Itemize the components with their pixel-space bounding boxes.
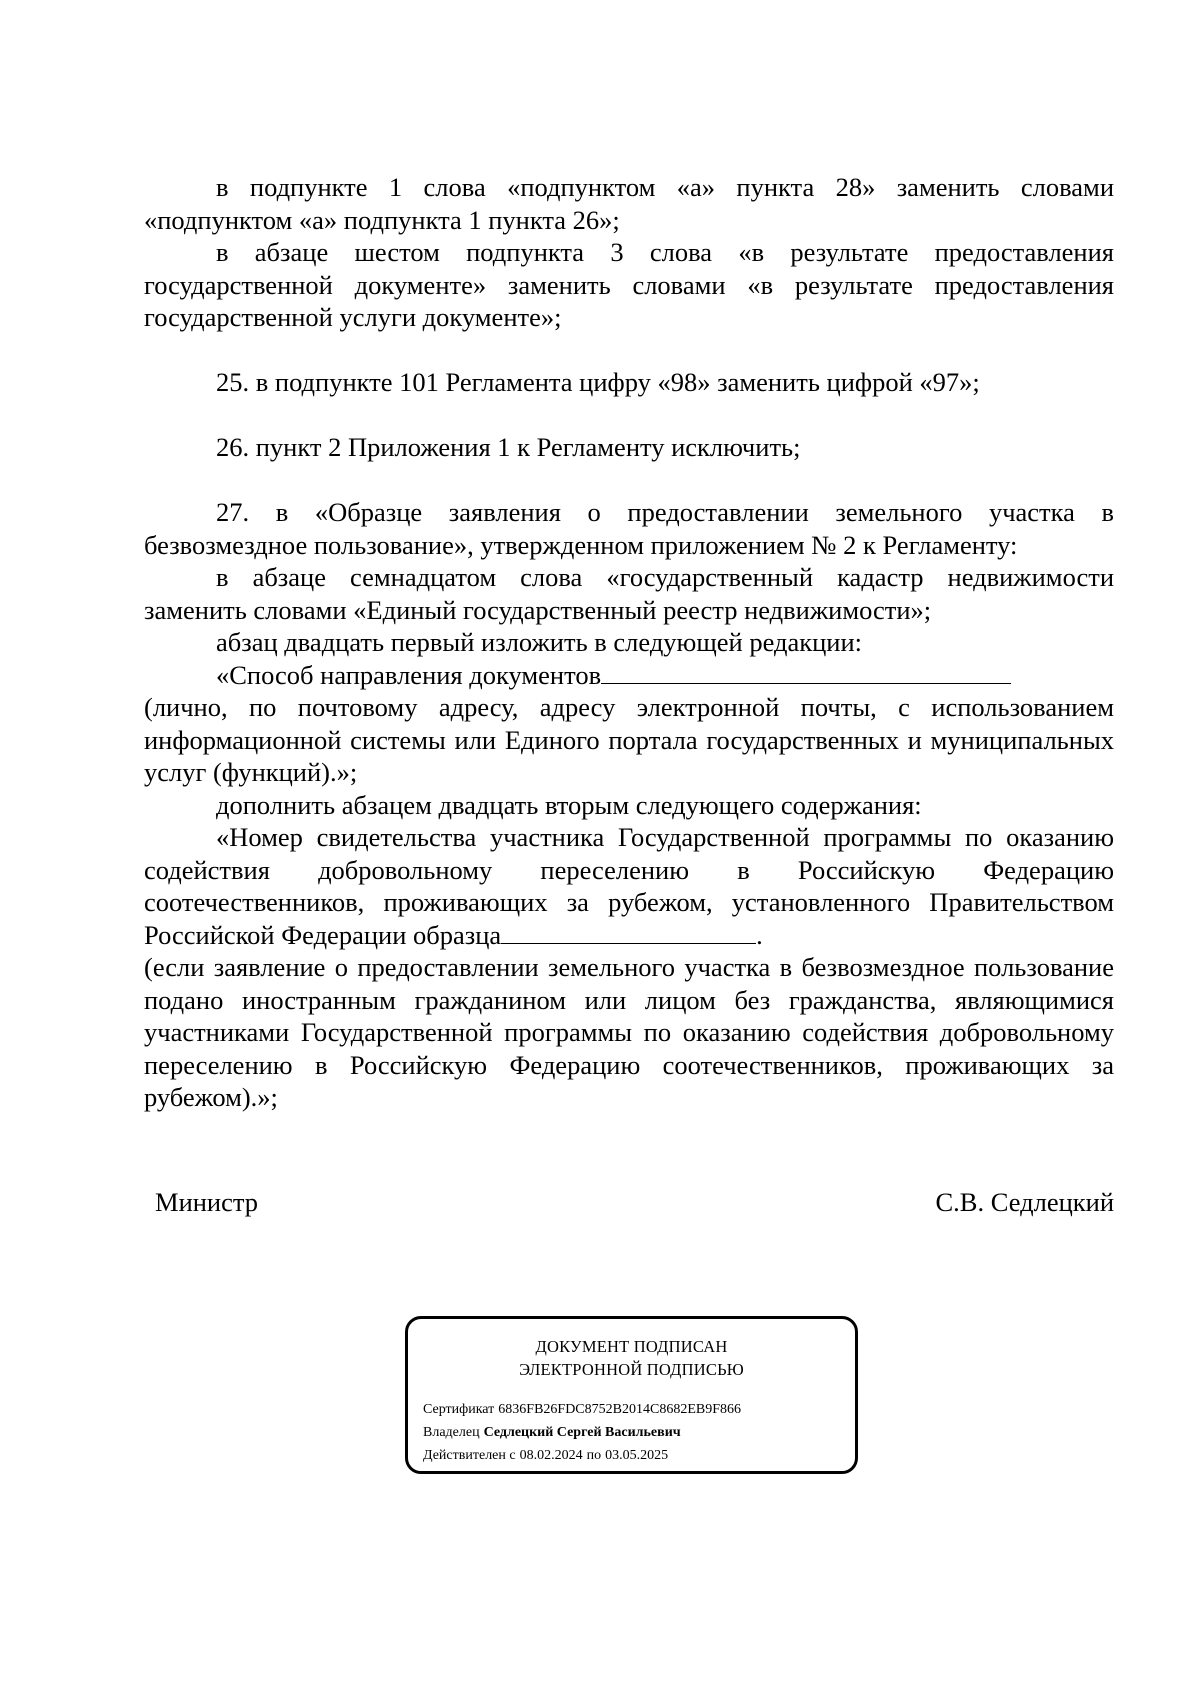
signer-title: Министр (155, 1187, 259, 1217)
stamp-owner-label: Владелец (423, 1425, 480, 1440)
stamp-details (423, 1398, 741, 1467)
stamp-header-line-2: ЭЛЕКТРОННОЙ ПОДПИСЬЮ (519, 1360, 744, 1379)
spacer (144, 464, 1114, 497)
paragraph-certificate-condition: (если заявление о предоставлении земельного участка в безвозмездное пользование подано иностранным гражданином или лицом без гражданства, являющимися участниками Государственной программы по оказанию содействия добровольному переселению в Российскую Федерацию соотечественников, проживающих за рубежом).»; (144, 952, 1114, 1112)
spacer (144, 399, 1114, 432)
stamp-valid-from: 08.02.2024 (519, 1448, 583, 1463)
stamp-owner-value: Седлецкий Сергей Васильевич (483, 1425, 681, 1440)
stamp-valid-to-label: по (586, 1448, 602, 1463)
paragraph-item-27: 27. в «Образце заявления о предоставлении земельного участка в безвозмездное пользование», утвержденном приложением № 2 к Регламенту: (144, 497, 1114, 560)
paragraph-abzac-17: в абзаце семнадцатом слова «государственный кадастр недвижимости заменить словами «Единый государственный реестр недвижимости»; (144, 562, 1114, 625)
stamp-validity-line (423, 1444, 741, 1467)
certificate-number-blank (501, 919, 756, 944)
stamp-valid-to: 03.05.2025 (605, 1448, 669, 1463)
paragraph-abzac-22-intro: дополнить абзацем двадцать вторым следующего содержания: (216, 789, 922, 820)
paragraph-item-26: 26. пункт 2 Приложения 1 к Регламенту исключить; (216, 432, 801, 462)
spacer (144, 334, 1114, 367)
stamp-validity-label: Действителен с (423, 1448, 516, 1463)
document-body (144, 171, 1114, 1114)
delivery-method-blank (601, 659, 1011, 684)
paragraph-delivery-options: (лично, по почтовому адресу, адресу электронной почты, с использованием информационной системы или Единого портала государственных и муниципальных услуг (функций).»; (144, 692, 1114, 787)
paragraph-subitem-1: в подпункте 1 слова «подпунктом «а» пункта 28» заменить словами «подпунктом «а» подпункта 1 пункта 26»; (144, 172, 1114, 235)
stamp-certificate-line (423, 1398, 741, 1421)
paragraph-certificate-number (144, 821, 1114, 951)
delivery-method-label: «Способ направления документов (216, 659, 602, 690)
paragraph-abzac-21-intro: абзац двадцать первый изложить в следующей редакции: (216, 627, 863, 657)
paragraph-subitem-3: в абзаце шестом подпункта 3 слова «в результате предоставления государственной документе» заменить словами «в результате предоставления государственной услуги документе»; (144, 237, 1114, 332)
paragraph-delivery-method (144, 659, 1114, 692)
signer-name: С.В. Седлецкий (935, 1187, 1114, 1217)
electronic-signature-stamp (405, 1316, 858, 1474)
stamp-certificate-label: Сертификат (423, 1402, 495, 1417)
certificate-number-label: «Номер свидетельства участника Государственной программы по оказанию содействия добровольному переселению в Российскую Федерацию соотечественников, проживающих за рубежом, установленного Правительством Российской Федерации образца (144, 822, 1114, 950)
stamp-certificate-value: 6836FB26FDC8752B2014C8682EB9F866 (498, 1402, 741, 1417)
stamp-header (408, 1335, 855, 1381)
stamp-header-line-1: ДОКУМЕНТ ПОДПИСАН (535, 1337, 728, 1356)
certificate-number-tail: . (756, 919, 763, 950)
stamp-owner-line (423, 1421, 741, 1444)
paragraph-item-25: 25. в подпункте 101 Регламента цифру «98» заменить цифрой «97»; (216, 367, 980, 397)
